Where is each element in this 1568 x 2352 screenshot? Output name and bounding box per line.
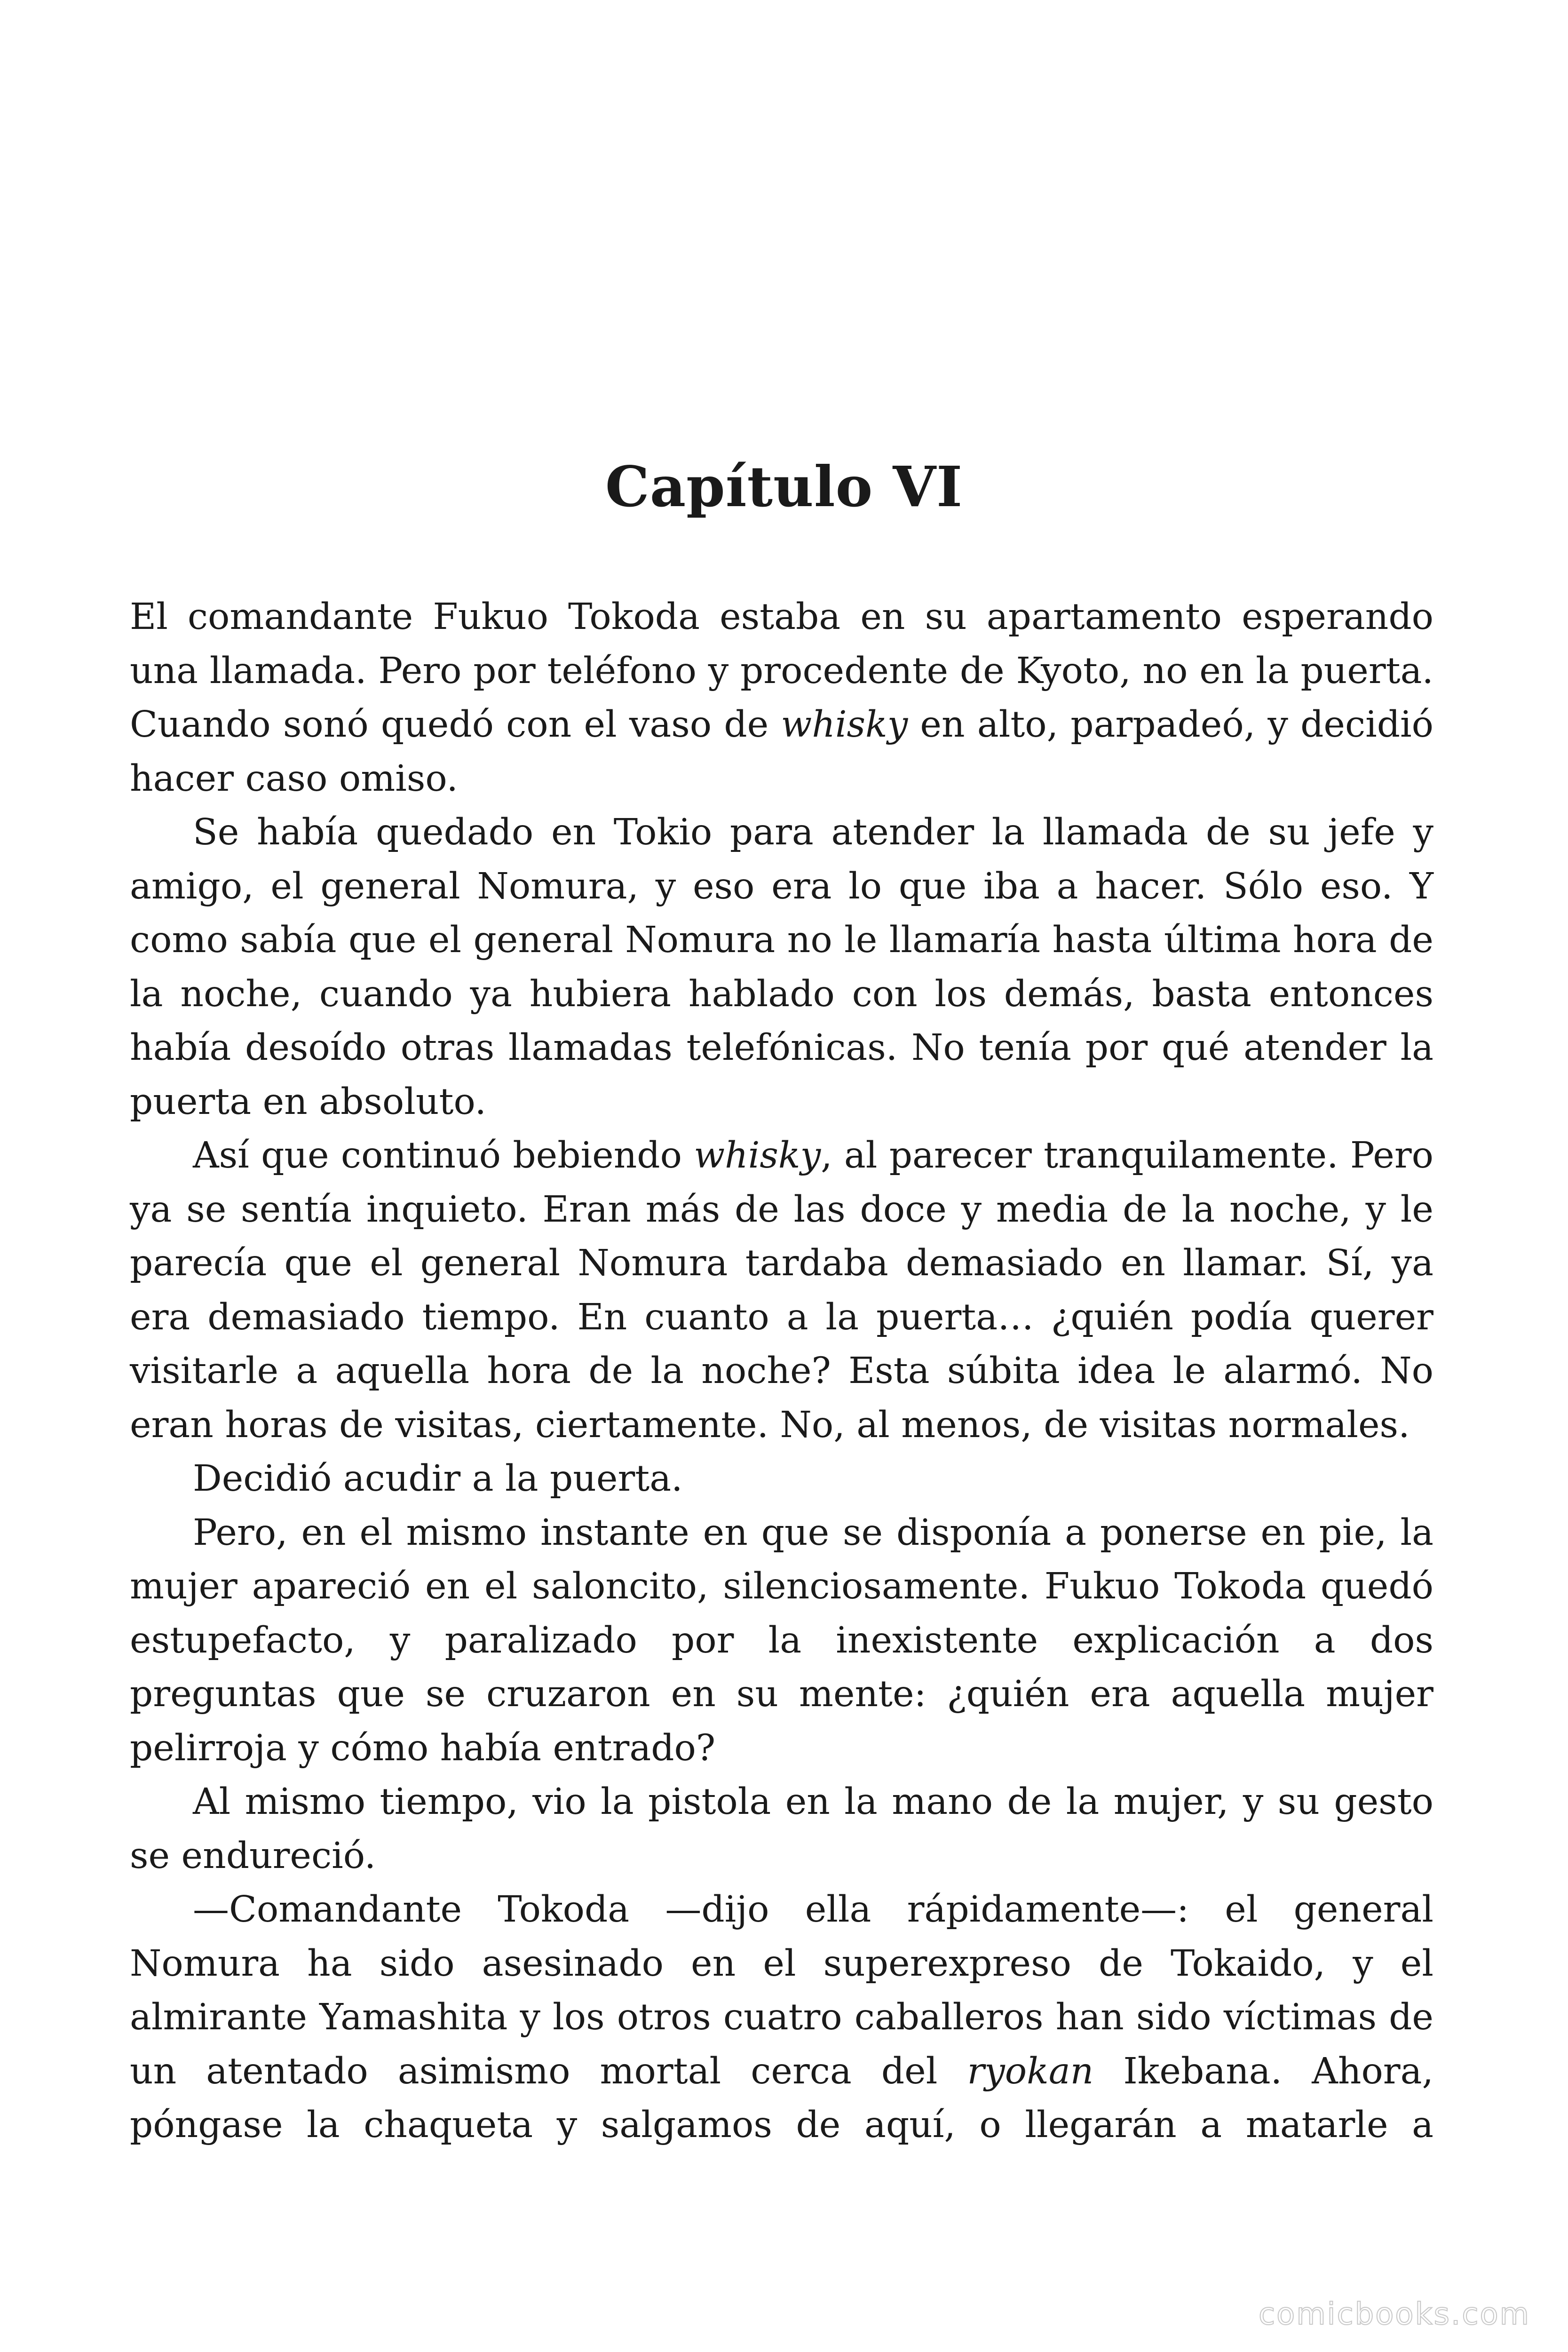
text-run: Ikebana. Ahora, póngase la chaqueta y salgamos de aquí, o llegarán a matarle a xyxy=(130,2050,1433,2146)
watermark: comicbooks.com xyxy=(1258,2297,1530,2332)
italic-term: whisky xyxy=(781,704,908,746)
text-run: Al mismo tiempo, vio la pistola en la mano de la mujer, y su gesto se endureció. xyxy=(130,1781,1433,1877)
paragraph-2 xyxy=(130,806,1433,1129)
text-run: Pero, en el mismo instante en que se disponía a ponerse en pie, la mujer apareció en el saloncito, silenciosamente. Fukuo Tokoda quedó estupefacto, y paralizado por la inexistente explicación a dos preguntas que se cruzaron en su mente: ¿quién era aquella mujer pelirroja y cómo había entrado? xyxy=(130,1511,1433,1769)
text-run: Se había quedado en Tokio para atender la llamada de su jefe y amigo, el general Nomura, y eso era lo que iba a hacer. Sólo eso. Y como sabía que el general Nomura no le llamaría hasta última hora de la noche, cuando ya hubiera hablado con los demás, basta entonces había desoído otras llamadas telefónicas. No tenía por qué atender la puerta en absoluto. xyxy=(130,811,1433,1123)
text-run: —Comandante Tokoda —dijo ella rápidamente—: el general Nomura ha sido asesinado en el superexpreso de Tokaido, y el almirante Yamashita y los otros cuatro caballeros han sido víctimas de un atentado asimismo mortal cerca del xyxy=(130,1889,1433,2092)
italic-term: ryokan xyxy=(967,2050,1094,2092)
text-run: Decidió acudir a la puerta. xyxy=(193,1458,683,1500)
paragraph-6 xyxy=(130,1775,1433,1883)
paragraph-4 xyxy=(130,1452,1433,1506)
paragraph-5 xyxy=(130,1506,1433,1776)
text-run: en alto, parpadeó, y decidió hacer caso omiso. xyxy=(130,704,1433,800)
text-run: El comandante Fukuo Tokoda estaba en su apartamento esperando una llamada. Pero por teléfono y procedente de Kyoto, no en la puerta. Cuando sonó quedó con el vaso de xyxy=(130,596,1433,746)
italic-term: whisky xyxy=(694,1135,821,1176)
text-run: Así que continuó bebiendo xyxy=(193,1135,694,1176)
chapter-body xyxy=(130,590,1433,2153)
chapter-title: Capítulo VI xyxy=(605,454,963,519)
text-run: , al parecer tranquilamente. Pero ya se sentía inquieto. Eran más de las doce y media de la noche, y le parecía que el general Nomura tardaba demasiado en llamar. Sí, ya era demasiado tiempo. En cuanto a la puerta… ¿quién podía querer visitarle a aquella hora de la noche? Esta súbita idea le alarmó. No eran horas de visitas, ciertamente. No, al menos, de visitas normales. xyxy=(130,1135,1433,1446)
paragraph-1 xyxy=(130,590,1433,806)
paragraph-7 xyxy=(130,1883,1433,2153)
paragraph-3 xyxy=(130,1129,1433,1452)
